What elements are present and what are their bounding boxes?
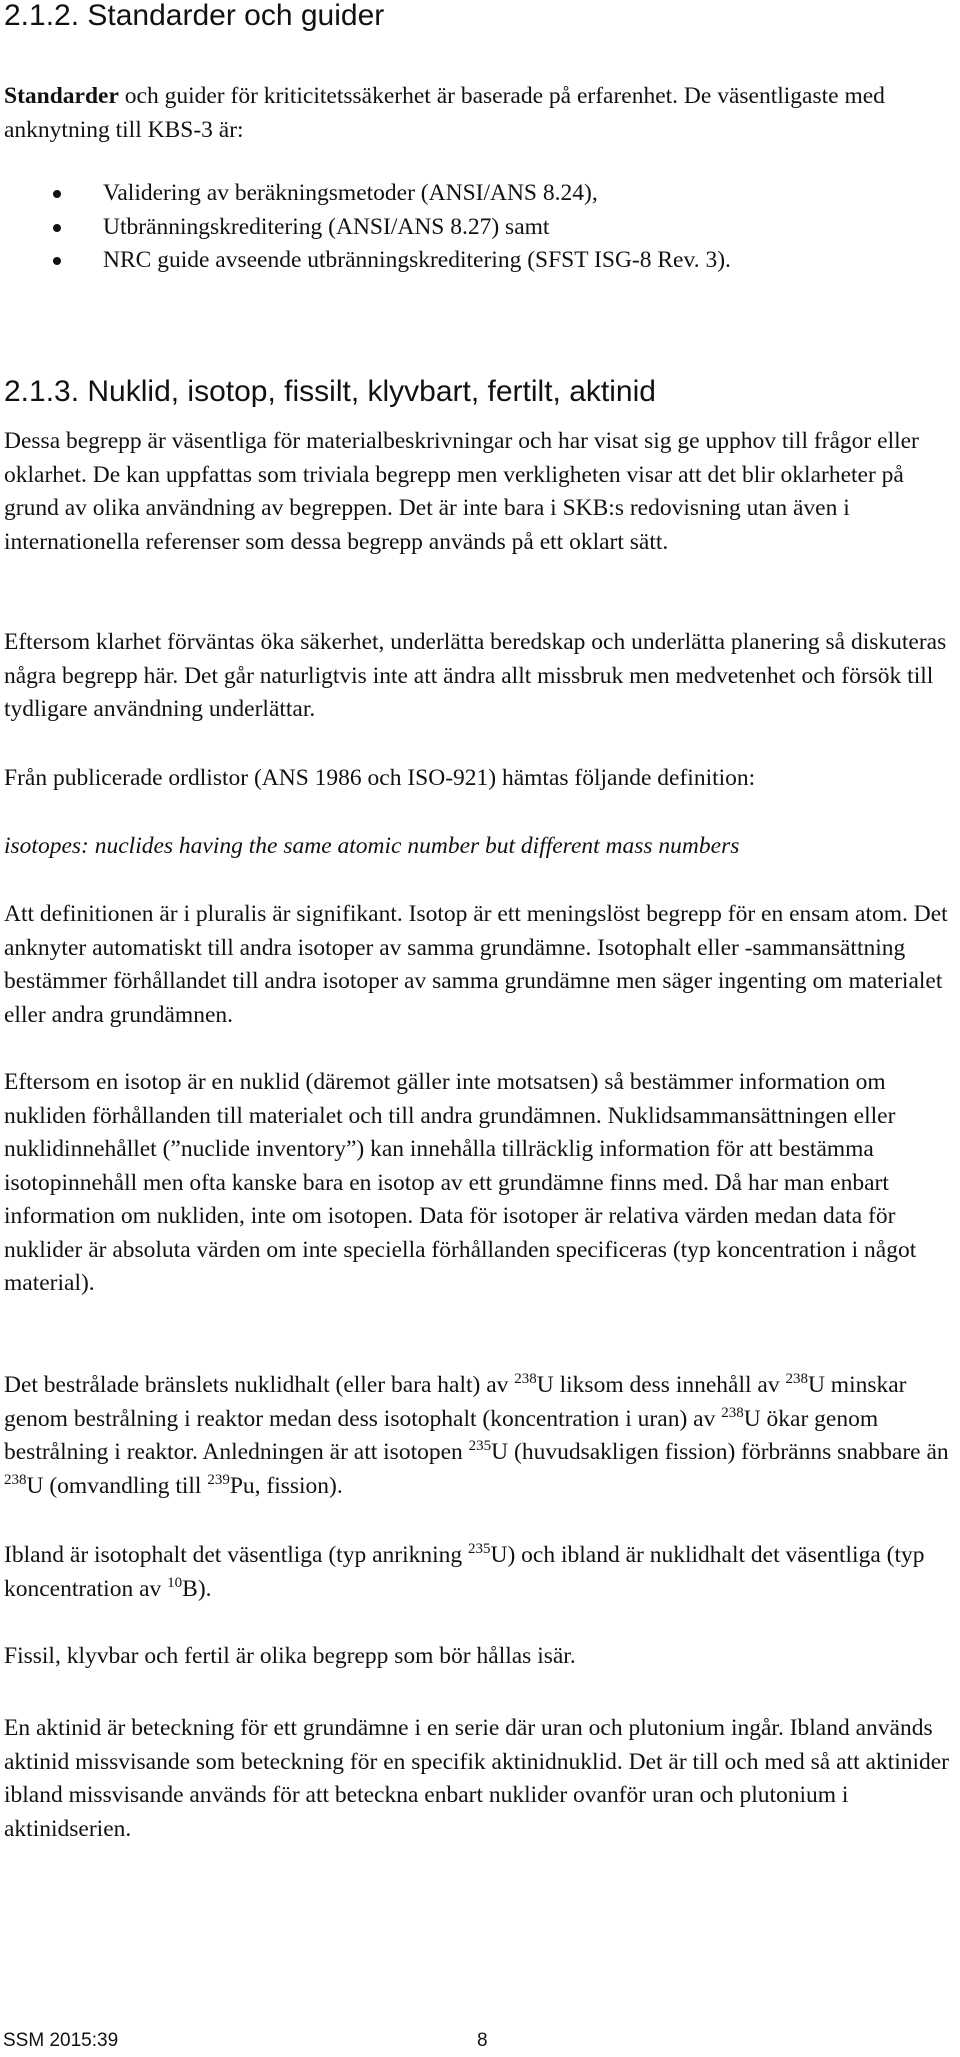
paragraph-clarity: Eftersom klarhet förväntas öka säkerhet, underlätta beredskap och underlätta planering så diskuteras några begrepp här. Det går naturligtvis inte att ändra allt missbruk men medvetenhet och försök till tydligare användning underlättar. [4,629,947,722]
paragraph-plural: Att definitionen är i pluralis är signifikant. Isotop är ett meningslöst begrepp för en ensam atom. Det anknyter automatiskt till andra isotoper av samma grundämne. Isotophalt eller -sammansättning bestämmer förhållandet till andra isotoper av samma grundämne men säger ingenting om materialet eller andra grundämnen. [4,901,948,1028]
paragraph-text: och guider för kriticitetssäkerhet är baserade på erfarenhet. De väsentligaste med anknytning till KBS-3 är: [4,83,885,143]
definition-quote: isotopes: nuclides having the same atomic number but different mass numbers [4,833,740,859]
list-item [0,177,731,211]
list-item-text: Utbränningskreditering (ANSI/ANS 8.27) samt [103,213,550,240]
mass-number: 10 [167,1574,183,1591]
paragraph-actinide: En aktinid är beteckning för ett grundämne i en serie där uran och plutonium ingår. Ibland används aktinid missvisande som beteckning för en specifik aktinidnuklid. Det är till och med så att aktinider ibland missvisande används för att beteckna enbart nuklider ovanför uran och plutonium i aktinidserien. [4,1715,950,1842]
section-heading-2-1-2: 2.1.2. Standarder och guider [4,0,385,32]
mass-number: 238 [514,1371,537,1387]
list-item-text: Validering av beräkningsmetoder (ANSI/ANS 8.24), [103,180,598,206]
text-run: Pu, fission). [229,1472,343,1499]
text-run: U ökar genom bestrålning i reaktor. Anledningen är att isotopen [4,1405,879,1465]
text-run: Det bestrålade bränslets nuklidhalt (eller bara halt) av [4,1372,515,1398]
section-heading-2-1-3: 2.1.3. Nuklid, isotop, fissilt, klyvbart, fertilt, aktinid [4,375,656,408]
list-item [0,211,731,245]
paragraph-concepts: Dessa begrepp är väsentliga för materialbeskrivningar och har visat sig ge upphov till frågor eller oklarhet. De kan uppfattas som triviala begrepp men verkligheten visar att det blir oklarheter på grund av olika användning av begreppen. Det är inte bara i SKB:s redovisning utan även i internationella referenser som dessa begrepp används på ett oklart sätt. [4,428,919,555]
mass-number: 238 [721,1404,744,1421]
footer-report-id: SSM 2015:39 [3,2030,119,2051]
mass-number: 235 [468,1438,492,1454]
text-run: U liksom dess innehåll av [536,1372,786,1398]
paragraph-definition-source: Från publicerade ordlistor (ANS 1986 och ISO-921) hämtas följande definition: [4,765,756,791]
mass-number: 238 [785,1371,808,1387]
text-run: U (huvudsakligen fission) förbränns snabbare än [491,1439,949,1465]
paragraph-nuclide: Eftersom en isotop är en nuklid (däremot gäller inte motsatsen) så bestämmer information om nukliden förhållanden till materialet och till andra grundämnen. Nuklidsammansättningen eller nuklidinnehållet (”nuclide inventory”) kan innehålla tillräcklig information för att bestämma isotopinnehåll men ofta kanske bara en isotop av ett grundämne finns med. Då har man enbart information om nukliden, inte om isotopen. Data för isotoper är relativa värden medan data för nuklider är absoluta värden om inte speciella förhållanden specificeras (typ koncentration i något material). [4,1069,917,1296]
mass-number: 239 [207,1471,230,1488]
list-item-text: NRC guide avseende utbränningskreditering (SFST ISG-8 Rev. 3). [103,247,731,273]
text-run: U) och ibland är nuklidhalt det väsentliga (typ koncentration av [4,1542,925,1602]
bullet-icon [53,257,61,265]
text-run: U minskar genom bestrålning i reaktor medan dess isotophalt (koncentration i uran) av [4,1372,907,1432]
mass-number: 235 [468,1541,491,1557]
bullet-icon [53,224,61,232]
footer-page-number: 8 [477,2030,488,2051]
bold-term: Standarder [4,83,119,109]
paragraph-enrichment [4,1539,949,1606]
standards-bullet-list [0,177,731,278]
bullet-icon [53,190,61,198]
paragraph-standards-intro [4,80,949,147]
text-run: B). [182,1575,212,1602]
paragraph-fissile: Fissil, klyvbar och fertil är olika begrepp som bör hållas isär. [4,1643,576,1669]
mass-number: 238 [4,1471,27,1488]
paragraph-irradiated-fuel [4,1369,949,1503]
text-run: U (omvandling till [26,1472,208,1499]
text-run: Ibland är isotophalt det väsentliga (typ anrikning [4,1542,469,1568]
list-item [0,244,731,278]
